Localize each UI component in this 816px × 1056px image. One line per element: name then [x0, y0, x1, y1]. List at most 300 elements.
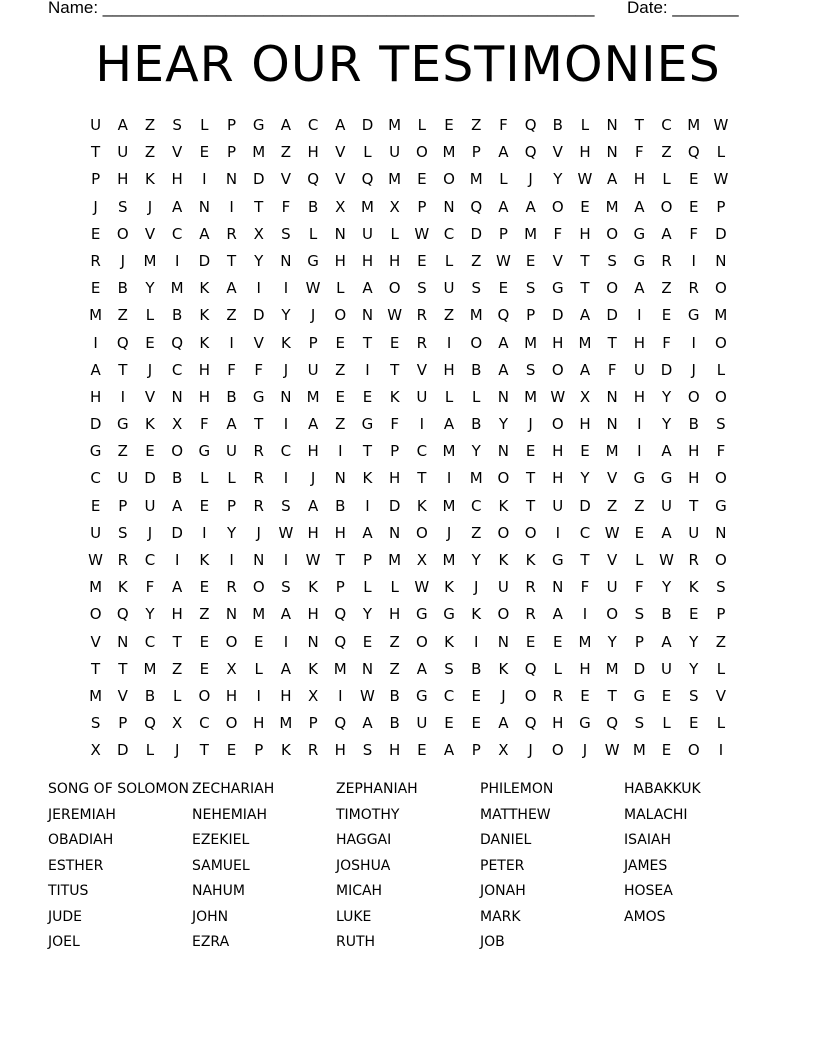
grid-letter[interactable]: E	[471, 686, 481, 705]
grid-letter[interactable]: F	[607, 360, 617, 379]
grid-letter[interactable]: E	[688, 605, 699, 624]
grid-letter[interactable]: Y	[580, 469, 590, 488]
grid-letter[interactable]: H	[389, 605, 401, 624]
grid-letter[interactable]: I	[718, 741, 724, 760]
grid-letter[interactable]: T	[199, 741, 209, 760]
grid-letter[interactable]: B	[335, 496, 346, 515]
grid-letter[interactable]: S	[471, 279, 481, 298]
grid-letter[interactable]: I	[446, 469, 452, 488]
grid-letter[interactable]: R	[688, 279, 699, 298]
grid-letter[interactable]: D	[361, 116, 374, 134]
grid-letter[interactable]: H	[307, 523, 319, 542]
grid-letter[interactable]: M	[442, 143, 456, 162]
grid-letter[interactable]: A	[579, 360, 591, 379]
grid-letter[interactable]: O	[715, 279, 727, 298]
grid-letter[interactable]: H	[334, 523, 346, 542]
grid-letter[interactable]: H	[552, 442, 564, 461]
grid-letter[interactable]: P	[362, 551, 372, 569]
grid-letter[interactable]: R	[117, 551, 128, 569]
grid-letter[interactable]: F	[254, 360, 264, 379]
grid-letter[interactable]: E	[580, 197, 590, 216]
grid-letter[interactable]: Y	[661, 578, 672, 597]
grid-letter[interactable]: H	[307, 143, 319, 162]
grid-letter[interactable]: R	[525, 578, 536, 597]
grid-letter[interactable]: Q	[524, 659, 537, 678]
grid-letter[interactable]: H	[334, 741, 346, 760]
grid-letter[interactable]: M	[388, 116, 402, 134]
grid-letter[interactable]: I	[419, 415, 425, 434]
grid-letter[interactable]: J	[528, 170, 533, 189]
grid-letter[interactable]: M	[360, 197, 374, 216]
grid-letter[interactable]: Z	[661, 279, 672, 298]
name-field[interactable]: Name: ____________________________________________________	[48, 0, 595, 17]
grid-letter[interactable]: B	[144, 686, 156, 705]
grid-letter[interactable]: G	[551, 279, 564, 298]
grid-letter[interactable]: U	[497, 578, 509, 597]
grid-letter[interactable]: Z	[443, 306, 455, 325]
grid-letter[interactable]: R	[226, 578, 237, 597]
grid-letter[interactable]: W	[713, 116, 729, 134]
grid-letter[interactable]: C	[443, 224, 455, 243]
grid-letter[interactable]: N	[171, 387, 183, 406]
grid-letter[interactable]: D	[715, 224, 727, 243]
grid-letter[interactable]: A	[172, 496, 183, 515]
grid-letter[interactable]: A	[362, 279, 373, 298]
grid-letter[interactable]: S	[281, 224, 291, 243]
grid-letter[interactable]: Y	[254, 251, 264, 270]
grid-letter[interactable]: W	[414, 578, 430, 597]
grid-letter[interactable]: G	[116, 415, 129, 434]
grid-letter[interactable]: P	[308, 333, 318, 352]
grid-letter[interactable]: I	[120, 387, 125, 406]
grid-letter[interactable]: G	[416, 605, 428, 624]
grid-letter[interactable]: C	[307, 116, 319, 134]
grid-letter[interactable]: P	[471, 741, 481, 760]
grid-letter[interactable]: A	[661, 632, 672, 651]
grid-letter[interactable]: C	[144, 551, 156, 569]
grid-letter[interactable]: W	[414, 224, 430, 243]
grid-letter[interactable]: T	[689, 496, 699, 515]
grid-letter[interactable]: Y	[498, 415, 508, 434]
grid-letter[interactable]: O	[687, 741, 700, 760]
grid-letter[interactable]: D	[388, 496, 401, 515]
grid-letter[interactable]: C	[280, 442, 292, 461]
grid-letter[interactable]: G	[443, 605, 455, 624]
grid-letter[interactable]: B	[471, 360, 482, 379]
grid-letter[interactable]: N	[606, 116, 618, 134]
grid-letter[interactable]: Y	[471, 551, 481, 569]
grid-letter[interactable]: E	[444, 116, 454, 134]
grid-letter[interactable]: J	[93, 197, 98, 216]
grid-letter[interactable]: Y	[362, 605, 373, 624]
grid-letter[interactable]: U	[661, 659, 673, 678]
grid-letter[interactable]: E	[661, 306, 672, 325]
grid-letter[interactable]: N	[253, 551, 265, 569]
grid-letter[interactable]: J	[528, 415, 533, 434]
grid-letter[interactable]: D	[660, 360, 673, 379]
grid-letter[interactable]: E	[199, 496, 210, 515]
grid-letter[interactable]: I	[365, 360, 370, 379]
grid-letter[interactable]: S	[634, 605, 645, 624]
grid-letter[interactable]: J	[446, 523, 452, 542]
grid-letter[interactable]: D	[117, 741, 129, 760]
grid-letter[interactable]: B	[117, 279, 128, 298]
grid-letter[interactable]: R	[661, 251, 672, 270]
grid-letter[interactable]: O	[252, 578, 265, 597]
grid-letter[interactable]: E	[471, 714, 481, 733]
grid-letter[interactable]: H	[579, 659, 591, 678]
grid-letter[interactable]: W	[659, 551, 674, 569]
grid-letter[interactable]: D	[198, 251, 211, 270]
grid-letter[interactable]: A	[661, 442, 672, 461]
grid-letter[interactable]: X	[579, 387, 591, 406]
grid-letter[interactable]: D	[470, 224, 482, 243]
grid-letter[interactable]: F	[635, 143, 644, 162]
grid-letter[interactable]: E	[90, 496, 101, 515]
grid-letter[interactable]: P	[716, 605, 726, 624]
grid-letter[interactable]: K	[498, 659, 509, 678]
grid-letter[interactable]: M	[605, 659, 619, 678]
grid-letter[interactable]: S	[281, 578, 291, 597]
grid-letter[interactable]: M	[388, 170, 402, 189]
grid-letter[interactable]: M	[605, 442, 619, 461]
grid-letter[interactable]: A	[117, 116, 128, 134]
grid-letter[interactable]: A	[607, 170, 618, 189]
grid-letter[interactable]: E	[145, 333, 155, 352]
grid-letter[interactable]: M	[578, 333, 592, 352]
grid-letter[interactable]: S	[118, 197, 128, 216]
grid-letter[interactable]: A	[335, 116, 346, 134]
grid-letter[interactable]: H	[307, 605, 319, 624]
grid-letter[interactable]: E	[688, 714, 699, 733]
grid-letter[interactable]: J	[174, 741, 180, 760]
grid-letter[interactable]: K	[199, 279, 210, 298]
grid-letter[interactable]: F	[689, 224, 699, 243]
grid-letter[interactable]: G	[198, 442, 211, 461]
grid-letter[interactable]: C	[579, 523, 591, 542]
grid-letter[interactable]: R	[226, 224, 237, 243]
grid-letter[interactable]: A	[579, 306, 591, 325]
grid-letter[interactable]: G	[89, 442, 102, 461]
grid-letter[interactable]: J	[120, 251, 125, 270]
grid-letter[interactable]: E	[335, 333, 346, 352]
grid-letter[interactable]: E	[525, 442, 536, 461]
grid-letter[interactable]: D	[89, 415, 102, 434]
grid-letter[interactable]: Z	[226, 306, 237, 325]
grid-letter[interactable]: I	[555, 523, 560, 542]
grid-letter[interactable]: O	[415, 523, 428, 542]
grid-letter[interactable]: Z	[117, 442, 128, 461]
grid-letter[interactable]: K	[199, 306, 210, 325]
grid-letter[interactable]: U	[443, 279, 455, 298]
grid-letter[interactable]: E	[253, 632, 264, 651]
grid-letter[interactable]: P	[498, 224, 508, 243]
grid-letter[interactable]: H	[198, 387, 210, 406]
grid-letter[interactable]: U	[552, 496, 564, 515]
grid-letter[interactable]: I	[691, 251, 696, 270]
grid-letter[interactable]: M	[605, 197, 619, 216]
grid-letter[interactable]: M	[279, 714, 293, 733]
grid-letter[interactable]: Z	[389, 632, 400, 651]
grid-letter[interactable]: H	[633, 333, 645, 352]
grid-letter[interactable]: M	[89, 578, 103, 597]
grid-letter[interactable]: K	[280, 333, 291, 352]
grid-letter[interactable]: G	[416, 686, 428, 705]
grid-letter[interactable]: R	[525, 605, 536, 624]
grid-letter[interactable]: F	[499, 116, 508, 134]
grid-letter[interactable]: A	[362, 714, 373, 733]
grid-letter[interactable]: A	[307, 415, 319, 434]
grid-letter[interactable]: K	[145, 415, 155, 434]
grid-letter[interactable]: F	[227, 360, 236, 379]
grid-letter[interactable]: I	[637, 442, 642, 461]
grid-letter[interactable]: T	[91, 659, 101, 678]
grid-letter[interactable]: J	[582, 741, 588, 760]
grid-letter[interactable]: G	[633, 251, 646, 270]
grid-letter[interactable]: Z	[199, 605, 210, 624]
grid-letter[interactable]: E	[525, 251, 536, 270]
grid-letter[interactable]: F	[390, 415, 399, 434]
grid-letter[interactable]: N	[280, 387, 292, 406]
grid-letter[interactable]: M	[524, 224, 538, 243]
grid-letter[interactable]: P	[716, 197, 726, 216]
grid-letter[interactable]: P	[118, 496, 128, 515]
grid-letter[interactable]: V	[335, 170, 346, 189]
grid-letter[interactable]: Q	[144, 714, 156, 733]
grid-letter[interactable]: I	[283, 469, 289, 488]
grid-letter[interactable]: A	[307, 496, 319, 515]
grid-letter[interactable]: E	[498, 279, 509, 298]
grid-letter[interactable]: G	[687, 306, 700, 325]
grid-letter[interactable]: M	[170, 279, 184, 298]
grid-letter[interactable]: E	[199, 143, 210, 162]
grid-letter[interactable]: R	[253, 469, 264, 488]
grid-letter[interactable]: W	[360, 686, 375, 705]
grid-letter[interactable]: E	[417, 741, 427, 760]
grid-letter[interactable]: M	[578, 632, 592, 651]
grid-letter[interactable]: Q	[524, 143, 537, 162]
grid-letter[interactable]: C	[144, 632, 156, 651]
grid-letter[interactable]: I	[637, 306, 642, 325]
date-field[interactable]: Date: _______	[627, 0, 739, 17]
grid-letter[interactable]: I	[256, 686, 261, 705]
grid-letter[interactable]: I	[582, 605, 588, 624]
grid-letter[interactable]: H	[579, 143, 591, 162]
grid-letter[interactable]: Q	[524, 116, 537, 134]
grid-letter[interactable]: K	[117, 578, 128, 597]
grid-letter[interactable]: W	[604, 523, 620, 542]
grid-letter[interactable]: V	[144, 387, 156, 406]
grid-letter[interactable]: J	[501, 686, 506, 705]
grid-letter[interactable]: W	[577, 170, 593, 189]
grid-letter[interactable]: N	[198, 197, 210, 216]
grid-letter[interactable]: H	[389, 251, 401, 270]
grid-letter[interactable]: A	[498, 197, 509, 216]
grid-letter[interactable]: N	[225, 170, 238, 189]
grid-letter[interactable]: H	[89, 387, 102, 406]
grid-letter[interactable]: V	[253, 333, 264, 352]
grid-letter[interactable]: I	[256, 279, 261, 298]
grid-letter[interactable]: U	[416, 387, 428, 406]
grid-letter[interactable]: O	[497, 605, 510, 624]
grid-letter[interactable]: T	[254, 197, 264, 216]
grid-letter[interactable]: L	[145, 306, 155, 325]
grid-letter[interactable]: L	[336, 279, 345, 298]
grid-letter[interactable]: H	[688, 469, 700, 488]
grid-letter[interactable]: M	[143, 659, 157, 678]
grid-letter[interactable]: S	[525, 360, 536, 379]
grid-letter[interactable]: R	[307, 741, 319, 760]
grid-letter[interactable]: B	[172, 306, 183, 325]
grid-letter[interactable]: U	[633, 360, 645, 379]
grid-letter[interactable]: A	[661, 224, 672, 243]
grid-letter[interactable]: F	[553, 224, 563, 243]
grid-letter[interactable]: X	[90, 741, 101, 760]
grid-letter[interactable]: B	[226, 387, 237, 406]
grid-letter[interactable]: M	[89, 306, 103, 325]
grid-letter[interactable]: C	[171, 360, 183, 379]
grid-letter[interactable]: G	[633, 469, 646, 488]
grid-letter[interactable]: U	[90, 116, 102, 134]
grid-letter[interactable]: L	[308, 224, 318, 243]
grid-letter[interactable]: N	[361, 659, 374, 678]
grid-letter[interactable]: Z	[389, 659, 400, 678]
grid-letter[interactable]: Z	[172, 659, 183, 678]
grid-letter[interactable]: P	[227, 116, 237, 134]
grid-letter[interactable]: U	[416, 714, 428, 733]
grid-letter[interactable]: O	[551, 360, 564, 379]
grid-letter[interactable]: W	[305, 279, 321, 298]
grid-letter[interactable]: P	[335, 578, 345, 597]
grid-letter[interactable]: P	[227, 496, 237, 515]
grid-letter[interactable]: V	[335, 143, 346, 162]
grid-letter[interactable]: L	[363, 143, 372, 162]
grid-letter[interactable]: E	[553, 632, 563, 651]
grid-letter[interactable]: E	[389, 333, 400, 352]
grid-letter[interactable]: N	[497, 387, 510, 406]
grid-letter[interactable]: I	[174, 551, 180, 569]
grid-letter[interactable]: T	[335, 551, 345, 569]
grid-letter[interactable]: O	[415, 143, 428, 162]
grid-letter[interactable]: N	[606, 387, 618, 406]
grid-letter[interactable]: O	[687, 387, 700, 406]
grid-letter[interactable]: T	[607, 686, 617, 705]
grid-letter[interactable]: K	[308, 659, 319, 678]
grid-letter[interactable]: J	[147, 523, 153, 542]
grid-letter[interactable]: K	[389, 387, 400, 406]
grid-letter[interactable]: E	[525, 632, 536, 651]
grid-letter[interactable]: D	[579, 496, 591, 515]
grid-letter[interactable]: A	[498, 714, 509, 733]
grid-letter[interactable]: L	[444, 387, 454, 406]
grid-letter[interactable]: H	[633, 387, 645, 406]
grid-letter[interactable]: T	[91, 143, 101, 162]
grid-letter[interactable]: M	[469, 469, 483, 488]
grid-letter[interactable]: N	[497, 632, 510, 651]
grid-letter[interactable]: H	[253, 714, 265, 733]
grid-letter[interactable]: U	[117, 469, 129, 488]
grid-letter[interactable]: N	[715, 523, 727, 542]
grid-letter[interactable]: D	[633, 659, 646, 678]
grid-letter[interactable]: T	[580, 551, 590, 569]
grid-letter[interactable]: S	[634, 714, 645, 733]
grid-letter[interactable]: I	[229, 551, 234, 569]
grid-letter[interactable]: V	[144, 224, 156, 243]
grid-letter[interactable]: I	[202, 523, 207, 542]
grid-letter[interactable]: P	[390, 442, 400, 461]
grid-letter[interactable]: P	[634, 632, 644, 651]
grid-letter[interactable]: W	[88, 551, 104, 569]
grid-letter[interactable]: A	[634, 279, 645, 298]
grid-letter[interactable]: D	[252, 170, 265, 189]
grid-letter[interactable]: N	[117, 632, 129, 651]
grid-letter[interactable]: V	[280, 170, 292, 189]
grid-letter[interactable]: N	[606, 143, 618, 162]
grid-letter[interactable]: O	[89, 605, 102, 624]
grid-letter[interactable]: Z	[607, 496, 618, 515]
grid-letter[interactable]: H	[552, 469, 564, 488]
grid-letter[interactable]: M	[469, 306, 483, 325]
grid-letter[interactable]: O	[415, 632, 428, 651]
grid-letter[interactable]: C	[90, 469, 101, 488]
grid-letter[interactable]: A	[226, 415, 237, 434]
grid-letter[interactable]: P	[417, 197, 427, 216]
grid-letter[interactable]: A	[172, 197, 183, 216]
grid-letter[interactable]: L	[145, 741, 155, 760]
grid-letter[interactable]: D	[252, 306, 265, 325]
grid-letter[interactable]: U	[389, 143, 401, 162]
grid-letter[interactable]: B	[471, 415, 482, 434]
grid-letter[interactable]: K	[471, 605, 482, 624]
grid-letter[interactable]: I	[283, 279, 289, 298]
grid-letter[interactable]: A	[362, 523, 373, 542]
grid-letter[interactable]: Y	[607, 632, 617, 651]
grid-letter[interactable]: N	[552, 578, 564, 597]
grid-letter[interactable]: R	[688, 551, 699, 569]
grid-letter[interactable]: R	[552, 686, 563, 705]
grid-letter[interactable]: D	[144, 469, 156, 488]
grid-letter[interactable]: T	[254, 415, 264, 434]
grid-letter[interactable]: H	[171, 170, 183, 189]
grid-letter[interactable]: Y	[689, 632, 699, 651]
grid-letter[interactable]: Y	[471, 442, 481, 461]
grid-letter[interactable]: M	[333, 659, 347, 678]
grid-letter[interactable]: Y	[689, 659, 699, 678]
grid-letter[interactable]: M	[89, 686, 103, 705]
grid-letter[interactable]: O	[715, 469, 727, 488]
grid-letter[interactable]: L	[363, 578, 372, 597]
grid-letter[interactable]: E	[199, 632, 210, 651]
grid-letter[interactable]: W	[713, 170, 729, 189]
grid-letter[interactable]: M	[143, 251, 157, 270]
grid-letter[interactable]: L	[227, 469, 236, 488]
grid-letter[interactable]: I	[283, 632, 289, 651]
grid-letter[interactable]: I	[229, 333, 234, 352]
grid-letter[interactable]: H	[688, 442, 700, 461]
grid-letter[interactable]: S	[607, 251, 617, 270]
grid-letter[interactable]: E	[417, 251, 427, 270]
grid-letter[interactable]: O	[551, 197, 564, 216]
grid-letter[interactable]: E	[661, 686, 672, 705]
grid-letter[interactable]: E	[417, 170, 427, 189]
grid-letter[interactable]: V	[172, 143, 183, 162]
grid-letter[interactable]: H	[633, 170, 645, 189]
grid-letter[interactable]: E	[335, 387, 346, 406]
grid-letter[interactable]: A	[90, 360, 101, 379]
grid-letter[interactable]: V	[90, 632, 101, 651]
grid-letter[interactable]: L	[390, 224, 399, 243]
grid-letter[interactable]: W	[305, 551, 321, 569]
